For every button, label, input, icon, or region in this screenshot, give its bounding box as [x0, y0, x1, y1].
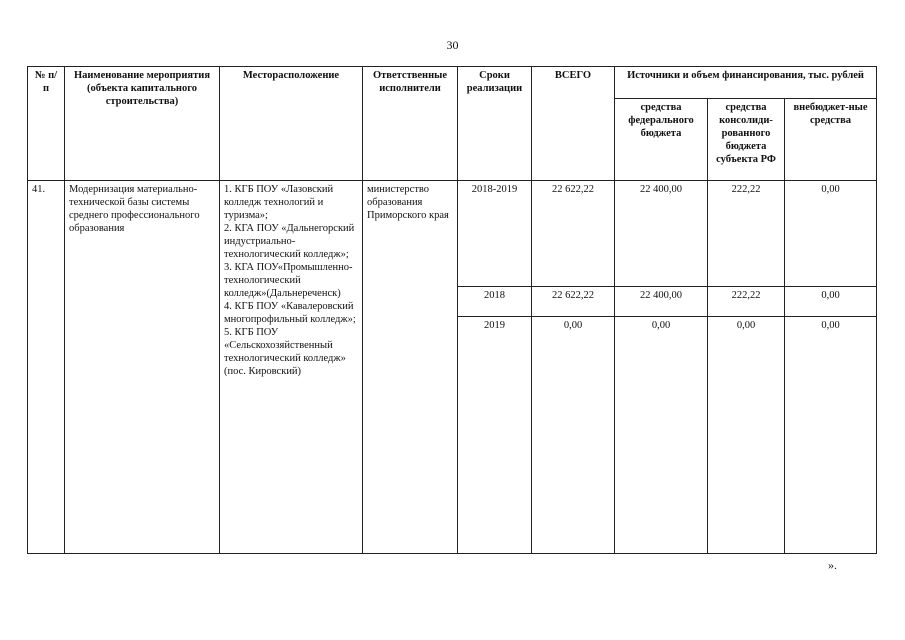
cell-total: 22 622,22 — [532, 181, 615, 287]
row-name: Модернизация материально-технической базы системы среднего профессионального образования — [65, 181, 220, 554]
cell-total: 22 622,22 — [532, 287, 615, 317]
cell-extra: 0,00 — [785, 287, 877, 317]
cell-federal: 0,00 — [615, 317, 708, 554]
cell-extra: 0,00 — [785, 317, 877, 554]
location-line: (пос. Кировский) — [224, 366, 302, 377]
cell-regional: 0,00 — [708, 317, 785, 554]
location-line: 4. КГБ ПОУ «Кавалеровский многопрофильный колледж»; — [224, 301, 356, 325]
location-line: 5. КГБ ПОУ «Сельскохозяйственный технологический колледж» — [224, 327, 346, 364]
row-location — [220, 181, 363, 554]
location-line: 3. КГА ПОУ«Промышленно-технологический колледж»(Дальнереченск) — [224, 262, 353, 299]
header-row — [28, 67, 877, 99]
cell-federal: 22 400,00 — [615, 181, 708, 287]
cell-period: 2018 — [458, 287, 532, 317]
cell-period: 2019 — [458, 317, 532, 554]
cell-extra: 0,00 — [785, 181, 877, 287]
cell-period: 2018-2019 — [458, 181, 532, 287]
table-row — [28, 181, 877, 287]
row-num: 41. — [28, 181, 65, 554]
cell-regional: 222,22 — [708, 287, 785, 317]
header-period: Сроки реализации — [458, 67, 532, 181]
header-total: ВСЕГО — [532, 67, 615, 181]
header-name: Наименование мероприятия (объекта капитального строительства) — [65, 67, 220, 181]
financing-table — [27, 66, 877, 554]
row-responsible: министерство образования Приморского края — [363, 181, 458, 554]
cell-regional: 222,22 — [708, 181, 785, 287]
header-location: Месторасположение — [220, 67, 363, 181]
header-federal: средства федерального бюджета — [615, 99, 708, 181]
location-line: 1. КГБ ПОУ «Лазовский колледж технологий и туризма»; — [224, 184, 334, 221]
closing-quote-mark: ». — [828, 558, 837, 572]
cell-total: 0,00 — [532, 317, 615, 554]
header-extra: внебюджет-ные средства — [785, 99, 877, 181]
header-num: № п/п — [28, 67, 65, 181]
cell-federal: 22 400,00 — [615, 287, 708, 317]
location-line: 2. КГА ПОУ «Дальнегорский индустриально-технологический колледж»; — [224, 223, 355, 260]
page-number: 30 — [446, 38, 459, 52]
header-sources: Источники и объем финансирования, тыс. рублей — [615, 67, 877, 99]
header-regional: средства консолиди-рованного бюджета субъекта РФ — [708, 99, 785, 181]
header-responsible: Ответственные исполнители — [363, 67, 458, 181]
